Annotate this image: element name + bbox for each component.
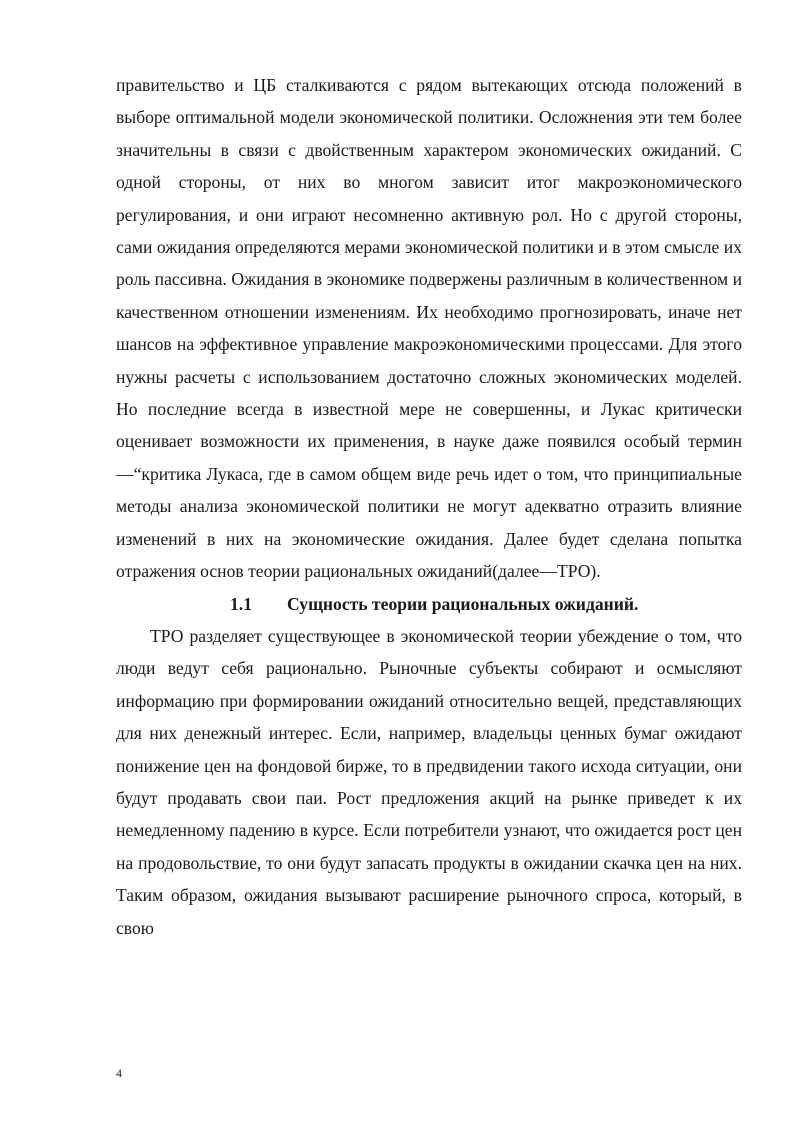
section-heading [116, 588, 742, 620]
paragraph-continued: правительство и ЦБ сталкиваются с рядом вытекающих отсюда положений в выборе оптимальной модели экономической политики. Осложнения эти тем более значительны в связи с двойственным характером экономических ожиданий. С одной стороны, от них во многом зависит итог макроэкономического регулирования, и они играют несомненно активную рол. Но с другой стороны, сами ожидания определяются мерами экономической политики и в этом смысле их роль пассивна. Ожидания в экономике подвержены различным в количественном и качественном отношении изменениям. Их необходимо прогнозировать, иначе нет шансов на эффективное управление макроэкономическими процессами. Для этого нужны расчеты с использованием достаточно сложных экономических моделей. Но последние всегда в известной мере не совершенны, и Лукас критически оценивает возможности их применения, в науке даже появился особый термин—“критика Лукаса, где в самом общем виде речь идет о том, что принципиальные методы анализа экономической политики не могут адекватно отразить влияние изменений в них на экономические ожидания. Далее будет сделана попытка отражения основ теории рациональных ожиданий(далее—ТРО). [116, 75, 742, 582]
section-number: 1.1 [230, 593, 252, 614]
page-number: 4 [116, 1066, 122, 1080]
paragraph: ТРО разделяет существующее в экономической теории убеждение о том, что люди ведут себя рационально. Рыночные субъекты собирают и осмысляют информацию при формировании ожиданий относительно вещей, представляющих для них денежный интерес. Если, например, владельцы ценных бумаг ожидают понижение цен на фондовой бирже, то в предвидении такого исхода ситуации, они будут продавать свои паи. Рост предложения акций на рынке приведет к их немедленному падению в курсе. Если потребители узнают, что ожидается рост цен на продовольствие, то они будут запасать продукты в ожидании скачка цен на них. Таким образом, ожидания вызывают расширение рыночного спроса, который, в свою [116, 625, 742, 938]
section-title: Сущность теории рациональных ожиданий. [287, 593, 639, 614]
body-text [116, 69, 742, 944]
